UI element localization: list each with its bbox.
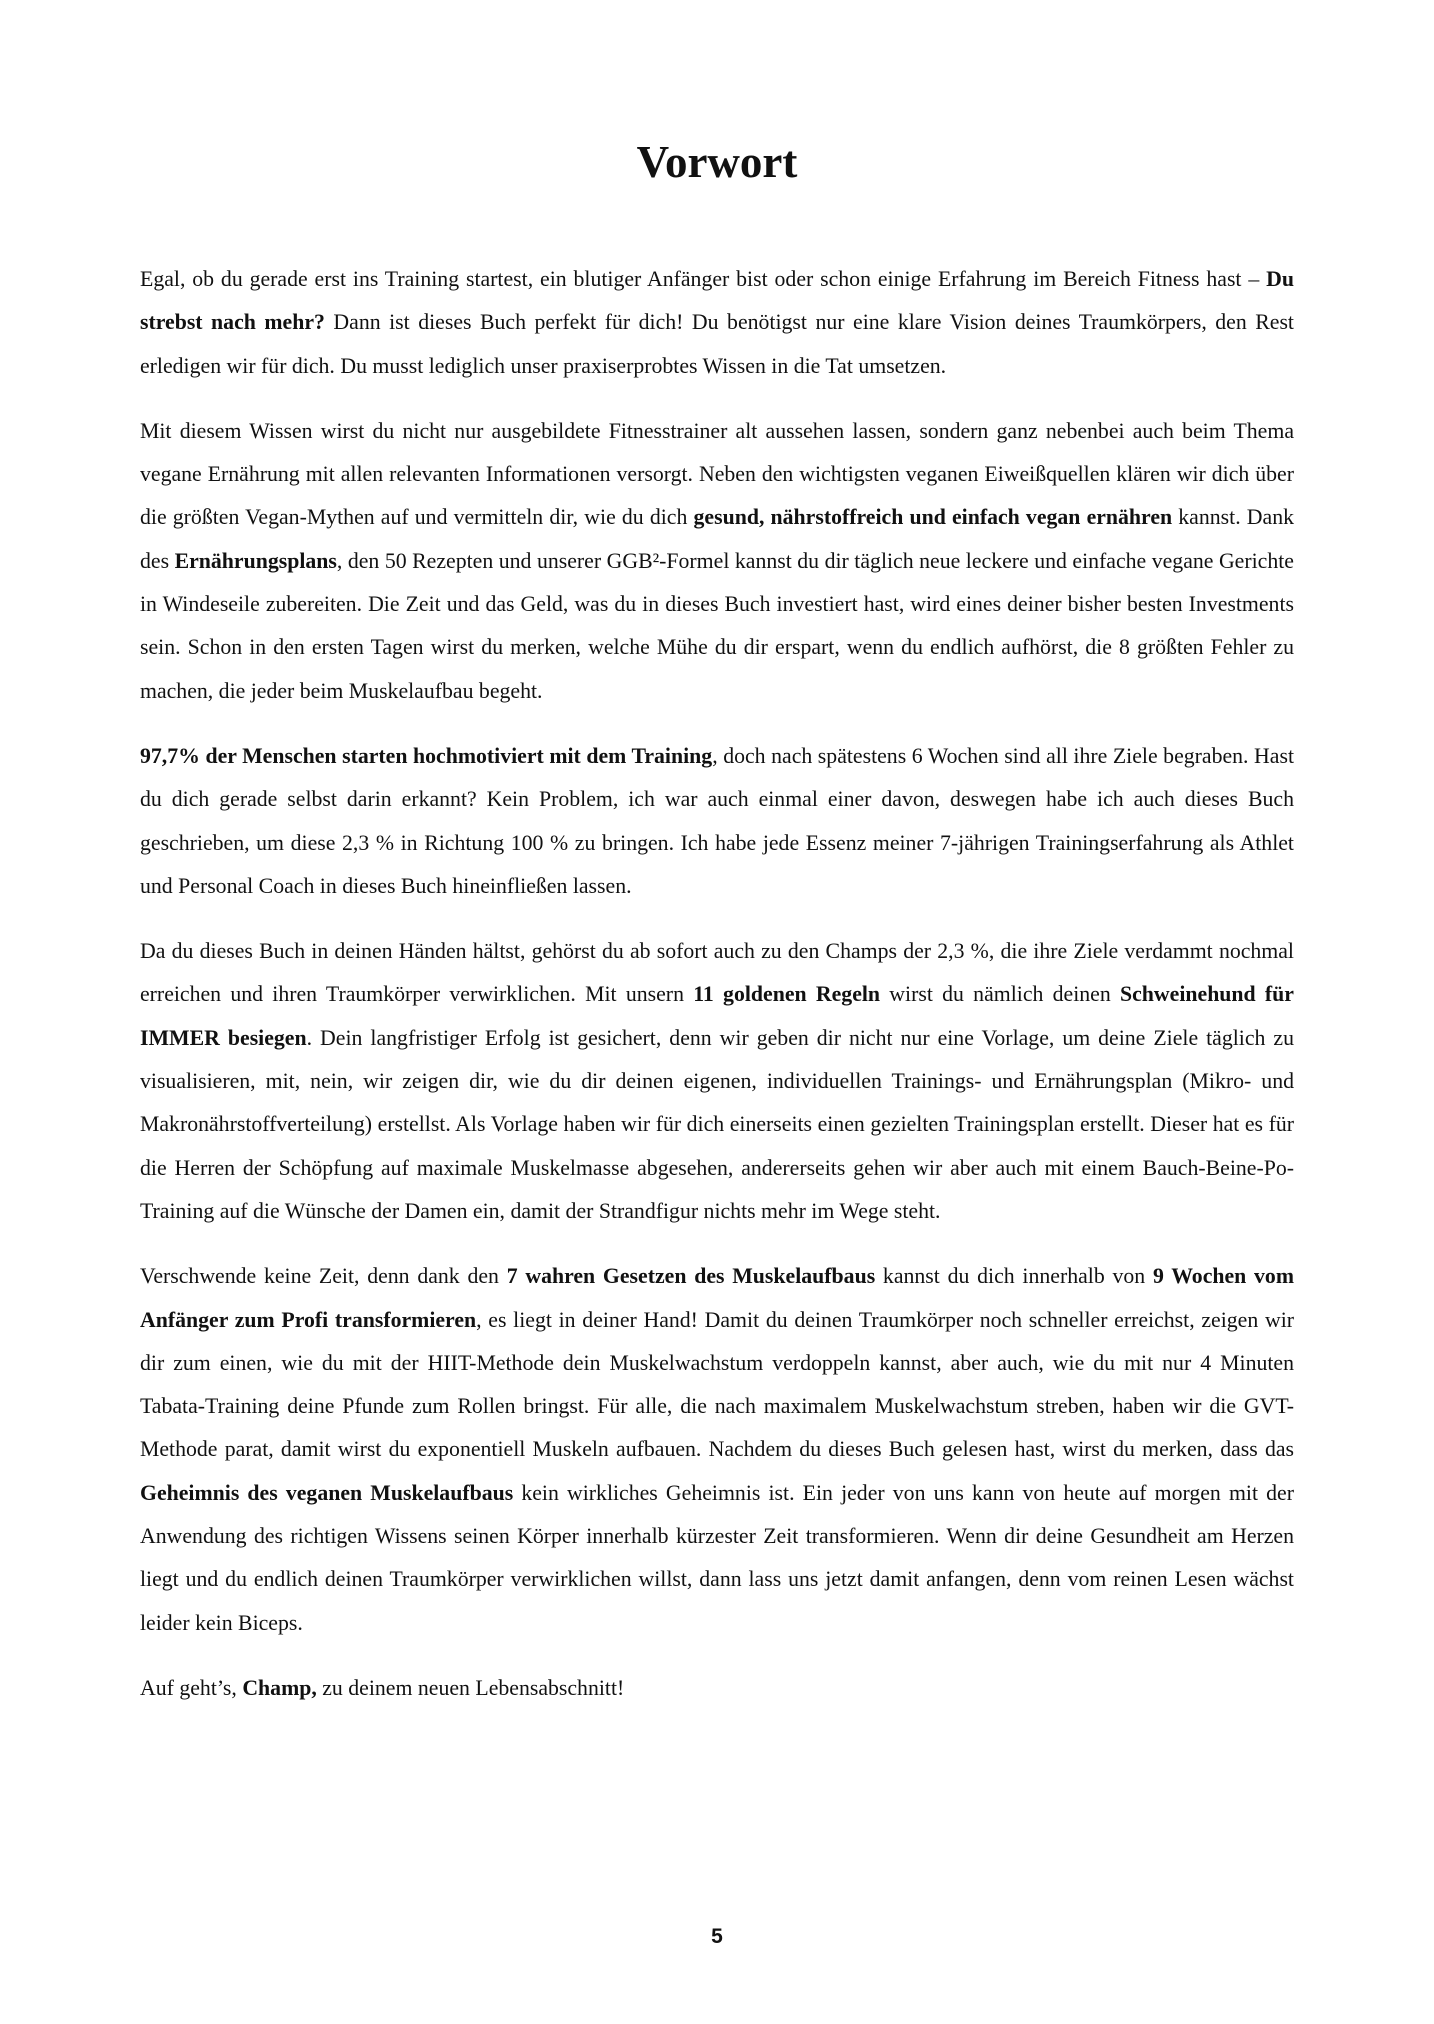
paragraph (140, 1255, 1294, 1645)
text-segment: Dann ist dieses Buch perfekt für dich! Du benötigst nur eine klare Vision deines Traumkörpers, den Rest erledigen wir für dich. Du musst lediglich unser praxiserprobtes Wissen in die Tat umsetzen. (140, 310, 1294, 378)
page-number: 5 (711, 1925, 723, 1948)
paragraph (140, 735, 1294, 908)
paragraph (140, 410, 1294, 713)
text-segment: . Dein langfristiger Erfolg ist gesichert, denn wir geben dir nicht nur eine Vorlage, um deine Ziele täglich zu visualisieren, mit, nein, wir zeigen dir, wie du dir deinen eigenen, individuellen Trainings- und Ernährungsplan (Mikro- und Makronährstoffverteilung) erstellst. Als Vorlage haben wir für dich einerseits einen gezielten Trainingsplan erstellt. Dieser hat es für die Herren der Schöpfung auf maximale Muskelmasse abgesehen, andererseits gehen wir aber auch mit einem Bauch-Beine-Po-Training auf die Wünsche der Damen ein, damit der Strandfigur nichts mehr im Wege steht. (140, 1025, 1294, 1223)
bold-text-segment: 9 Wochen vom Anfänger zum Profi transformieren (140, 1264, 1294, 1332)
bold-text-segment: Ernährungsplans (174, 548, 337, 573)
paragraph (140, 1667, 1294, 1710)
text-segment: Auf geht’s, (140, 1675, 243, 1700)
text-segment: kannst du dich innerhalb von (875, 1264, 1153, 1289)
text-segment: kannst. Dank des (140, 505, 1295, 573)
text-segment: , doch nach spätestens 6 Wochen sind all ihre Ziele begraben. Hast du dich gerade selbst darin erkannt? Kein Problem, ich war auch einmal einer davon, deswegen habe ich auch dieses Buch geschrieben, um diese 2,3 % in Richtung 100 % zu bringen. Ich habe jede Essenz meiner 7-jährigen Trainingserfahrung als Athlet und Personal Coach in dieses Buch hineinfließen lassen. (140, 743, 1294, 898)
bold-text-segment: Champ, (242, 1675, 317, 1700)
text-segment: wirst du nämlich deinen (880, 982, 1120, 1007)
paragraph (140, 930, 1294, 1233)
text-segment: Egal, ob du gerade erst ins Training startest, ein blutiger Anfänger bist oder schon einige Erfahrung im Bereich Fitness hast – (140, 267, 1267, 291)
bold-text-segment: 7 wahren Gesetzen des Muskelaufbaus (506, 1264, 876, 1289)
bold-text-segment: gesund, nährstoffreich und einfach vegan ernähren (693, 505, 1173, 530)
bold-text-segment: 97,7% der Menschen starten hochmotiviert mit dem Training (140, 743, 713, 768)
bold-text-segment: Du strebst nach mehr? (140, 267, 1294, 335)
bold-text-segment: Schweinehund für IMMER besiegen (140, 982, 1294, 1050)
text-segment: , den 50 Rezepten und unserer GGB²-Formel kannst du dir täglich neue leckere und einfache vegane Gerichte in Windeseile zubereiten. Die Zeit und das Geld, was du in dieses Buch investiert hast, wird eines deiner bisher besten Investments sein. Schon in den ersten Tagen wirst du merken, welche Mühe du dir erspart, wenn du endlich aufhörst, die 8 größten Fehler zu machen, die jeder beim Muskelaufbau begeht. (140, 548, 1294, 703)
bold-text-segment: Geheimnis des veganen Muskelaufbaus (140, 1480, 514, 1505)
paragraph (140, 258, 1294, 388)
bold-text-segment: 11 goldenen Regeln (693, 982, 881, 1007)
text-segment: kein wirkliches Geheimnis ist. Ein jeder von uns kann von heute auf morgen mit der Anwendung des richtigen Wissens seinen Körper innerhalb kürzester Zeit transformieren. Wenn dir deine Gesundheit am Herzen liegt und du endlich deinen Traumkörper verwirklichen willst, dann lass uns jetzt damit anfangen, denn vom reinen Lesen wächst leider kein Biceps. (140, 1480, 1294, 1635)
text-segment: Verschwende keine Zeit, denn dank den (140, 1264, 507, 1289)
text-segment: zu deinem neuen Lebensabschnitt! (316, 1675, 625, 1700)
text-segment: Da du dieses Buch in deinen Händen hältst, gehörst du ab sofort auch zu den Champs der 2,3 %, die ihre Ziele verdammt nochmal erreichen und ihren Traumkörper verwirklichen. Mit unsern (140, 939, 1294, 1007)
body-text (140, 258, 1294, 1732)
page-title: Vorwort (636, 137, 798, 187)
text-segment: , es liegt in deiner Hand! Damit du deinen Traumkörper noch schneller erreichst, zeigen wir dir zum einen, wie du mit der HIIT-Methode dein Muskelwachstum verdoppeln kannst, aber auch, wie du mit nur 4 Minuten Tabata-Training deine Pfunde zum Rollen bringst. Für alle, die nach maximalem Muskelwachstum streben, haben wir die GVT- Methode parat, damit wirst du exponentiell Muskeln aufbauen. Nachdem du dieses Buch gelesen hast, wirst du merken, dass das (140, 1307, 1295, 1462)
text-segment: Mit diesem Wissen wirst du nicht nur ausgebildete Fitnesstrainer alt aussehen lassen, sondern ganz nebenbei auch beim Thema vegane Ernährung mit allen relevanten Informationen versorgt. Neben den wichtigsten veganen Eiweißquellen klären wir dich über die größten Vegan-Mythen auf und vermitteln dir, wie du dich (140, 418, 1294, 530)
